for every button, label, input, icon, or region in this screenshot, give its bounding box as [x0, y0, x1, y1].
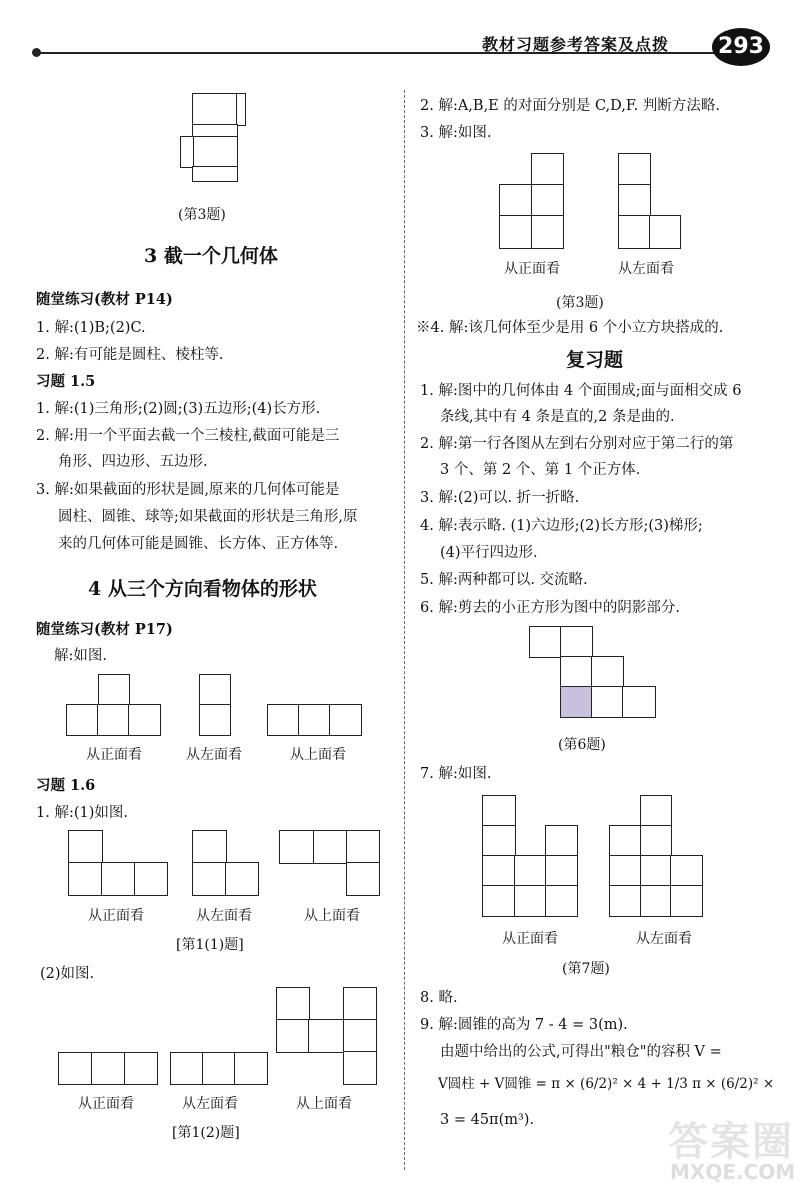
caption-q7-left: 从左面看 — [636, 931, 692, 947]
review-9b: 由题中给出的公式,可得出"粮仓"的容积 V = — [440, 1044, 722, 1060]
review-9c-formula: V圆柱 + V圆锥 = π × (6/2)² × 4 + 1/3 π × (6/2)² × — [438, 1076, 775, 1092]
review-8: 8. 略. — [420, 990, 458, 1006]
answer-1-5-1: 1. 解:(1)三角形;(2)圆;(3)五边形;(4)长方形. — [36, 401, 321, 417]
exercise-heading-1-6: 习题 1.6 — [36, 777, 96, 794]
review-3: 3. 解:(2)可以. 折一折略. — [420, 490, 580, 506]
watermark-url: MXQE.COM — [670, 1160, 796, 1184]
answer-p14-1: 1. 解:(1)B;(2)C. — [36, 320, 146, 336]
caption-q1-2: [第1(2)题] — [172, 1125, 240, 1141]
answer-1-5-3c: 来的几何体可能是圆锥、长方体、正方体等. — [58, 536, 339, 552]
exercise-heading-1-5: 习题 1.5 — [36, 373, 96, 390]
caption-q1-1-left: 从左面看 — [196, 908, 252, 924]
caption-q3-left: (第3题) — [178, 207, 226, 223]
caption-p17-front: 从正面看 — [86, 747, 142, 763]
answer-1-5-3a: 3. 解:如果截面的形状是圆,原来的几何体可能是 — [36, 482, 340, 498]
caption-q1-2-front: 从正面看 — [78, 1096, 134, 1112]
watermark-logo: 答案圈 — [668, 1119, 794, 1165]
caption-q3-right: (第3题) — [556, 295, 604, 311]
caption-p17-left: 从左面看 — [186, 747, 242, 763]
caption-q1-1: [第1(1)题] — [176, 937, 244, 953]
section-3-title: 3 截一个几何体 — [144, 245, 278, 267]
review-4b: (4)平行四边形. — [440, 545, 538, 561]
review-6: 6. 解:剪去的小正方形为图中的阴影部分. — [420, 600, 680, 616]
page-number: 293 — [712, 28, 770, 66]
review-1a: 1. 解:图中的几何体由 4 个面围成;面与面相交成 6 — [420, 383, 742, 399]
caption-q7-front: 从正面看 — [502, 931, 558, 947]
caption-q6: (第6题) — [558, 737, 606, 753]
caption-p17-top: 从上面看 — [290, 747, 346, 763]
practice-heading-p17: 随堂练习(教材 P17) — [36, 621, 173, 638]
answer-1-5-2a: 2. 解:用一个平面去截一个三棱柱,截面可能是三 — [36, 428, 340, 444]
review-title: 复习题 — [566, 349, 624, 371]
answer-1-5-3b: 圆柱、圆锥、球等;如果截面的形状是三角形,原 — [58, 509, 358, 525]
review-2a: 2. 解:第一行各图从左到右分别对应于第二行的第 — [420, 436, 734, 452]
caption-r3-front: 从正面看 — [504, 261, 560, 277]
caption-q1-2-left: 从左面看 — [182, 1096, 238, 1112]
answer-1-5-2b: 角形、四边形、五边形. — [58, 454, 208, 470]
answer-r2: 2. 解:A,B,E 的对面分别是 C,D,F. 判断方法略. — [420, 98, 721, 114]
caption-q1-2-top: 从上面看 — [296, 1096, 352, 1112]
caption-q7: (第7题) — [562, 961, 610, 977]
review-4a: 4. 解:表示略. (1)六边形;(2)长方形;(3)梯形; — [420, 518, 703, 534]
answer-r3: 3. 解:如图. — [420, 125, 492, 141]
review-5: 5. 解:两种都可以. 交流略. — [420, 572, 588, 588]
answer-r4: ※4. 解:该几何体至少是用 6 个小立方块搭成的. — [416, 320, 724, 336]
review-2b: 3 个、第 2 个、第 1 个正方体. — [440, 462, 641, 478]
answer-1-6-2: (2)如图. — [40, 966, 95, 982]
review-9a: 9. 解:圆锥的高为 7 - 4 = 3(m). — [420, 1017, 628, 1033]
answer-p14-2: 2. 解:有可能是圆柱、棱柱等. — [36, 347, 224, 363]
caption-q1-1-front: 从正面看 — [88, 908, 144, 924]
section-4-title: 4 从三个方向看物体的形状 — [88, 578, 317, 600]
practice-heading-p14: 随堂练习(教材 P14) — [36, 291, 173, 308]
answer-1-6-1: 1. 解:(1)如图. — [36, 805, 128, 821]
caption-r3-left: 从左面看 — [618, 261, 674, 277]
answer-p17: 解:如图. — [54, 648, 107, 664]
review-7: 7. 解:如图. — [420, 766, 492, 782]
header-title: 教材习题参考答案及点拨 — [482, 35, 670, 54]
review-9d: 3 = 45π(m³). — [440, 1112, 535, 1128]
review-1b: 条线,其中有 4 条是直的,2 条是曲的. — [440, 409, 675, 425]
column-divider — [404, 90, 405, 1170]
caption-q1-1-top: 从上面看 — [304, 908, 360, 924]
cut-square-shaded — [560, 686, 593, 718]
